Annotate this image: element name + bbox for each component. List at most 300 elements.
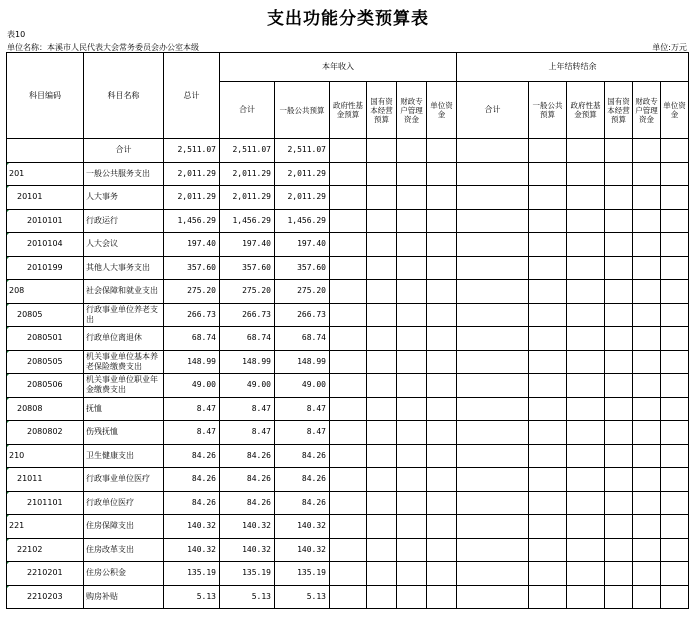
cell-name: 行政事业单位医疗: [84, 468, 164, 492]
cell-empty: [330, 421, 367, 445]
cell-general: 357.60: [275, 256, 330, 280]
cell-empty: [427, 374, 457, 398]
cell-empty: [567, 256, 605, 280]
header-col-special-account-prev: 财政专户管理资金: [633, 82, 661, 139]
cell-empty: [427, 280, 457, 304]
cell-empty: [529, 585, 567, 609]
header-col-unit-funds: 单位资金: [427, 82, 457, 139]
cell-empty: [427, 468, 457, 492]
cell-total: 49.00: [164, 374, 220, 398]
table-row: [7, 468, 689, 492]
cell-empty: [457, 280, 529, 304]
cell-empty: [661, 562, 689, 586]
cell-name: 购房补贴: [84, 585, 164, 609]
cell-empty: [367, 350, 397, 374]
cell-empty: [457, 421, 529, 445]
cell-empty: [397, 515, 427, 539]
table-row: [7, 350, 689, 374]
cell-general: 8.47: [275, 397, 330, 421]
header-col-sum: 合计: [220, 82, 275, 139]
cell-empty: [633, 397, 661, 421]
cell-empty: [529, 162, 567, 186]
cell-code: 210: [7, 444, 84, 468]
cell-empty: [567, 209, 605, 233]
cell-empty: [567, 491, 605, 515]
cell-general: 2,011.29: [275, 186, 330, 210]
cell-empty: [457, 186, 529, 210]
cell-empty: [633, 233, 661, 257]
cell-general: 140.32: [275, 515, 330, 539]
cell-empty: [605, 139, 633, 163]
cell-code: 2010104: [7, 233, 84, 257]
cell-empty: [567, 562, 605, 586]
cell-name: 行政运行: [84, 209, 164, 233]
cell-empty: [367, 397, 397, 421]
cell-empty: [457, 538, 529, 562]
cell-code: 20101: [7, 186, 84, 210]
cell-total: 266.73: [164, 303, 220, 327]
cell-empty: [397, 186, 427, 210]
cell-empty: [633, 585, 661, 609]
cell-empty: [457, 209, 529, 233]
cell-empty: [661, 468, 689, 492]
cell-empty: [367, 538, 397, 562]
cell-empty: [330, 139, 367, 163]
cell-empty: [661, 209, 689, 233]
cell-name: 社会保障和就业支出: [84, 280, 164, 304]
cell-empty: [633, 186, 661, 210]
cell-total: 2,011.29: [164, 186, 220, 210]
cell-empty: [661, 162, 689, 186]
cell-empty: [367, 280, 397, 304]
table-row: [7, 209, 689, 233]
cell-sum: 266.73: [220, 303, 275, 327]
cell-general: 266.73: [275, 303, 330, 327]
cell-general: 2,011.29: [275, 162, 330, 186]
cell-empty: [661, 444, 689, 468]
cell-empty: [397, 585, 427, 609]
cell-empty: [427, 186, 457, 210]
cell-empty: [367, 139, 397, 163]
cell-empty: [605, 585, 633, 609]
cell-empty: [633, 327, 661, 351]
table-row: [7, 515, 689, 539]
cell-empty: [567, 444, 605, 468]
cell-total: 140.32: [164, 515, 220, 539]
cell-empty: [605, 515, 633, 539]
cell-code: 221: [7, 515, 84, 539]
cell-code: 2101101: [7, 491, 84, 515]
cell-empty: [633, 444, 661, 468]
cell-empty: [427, 538, 457, 562]
cell-empty: [605, 538, 633, 562]
cell-name: 卫生健康支出: [84, 444, 164, 468]
table-row: [7, 139, 689, 163]
cell-empty: [330, 468, 367, 492]
table-row: [7, 186, 689, 210]
cell-empty: [661, 350, 689, 374]
cell-empty: [529, 209, 567, 233]
cell-name: 住房保障支出: [84, 515, 164, 539]
cell-code: 21011: [7, 468, 84, 492]
cell-empty: [367, 562, 397, 586]
cell-empty: [427, 303, 457, 327]
cell-empty: [661, 280, 689, 304]
cell-empty: [605, 374, 633, 398]
cell-empty: [367, 256, 397, 280]
cell-name: 行政单位医疗: [84, 491, 164, 515]
cell-sum: 8.47: [220, 421, 275, 445]
cell-code: 2080501: [7, 327, 84, 351]
cell-empty: [397, 280, 427, 304]
cell-name: 合计: [84, 139, 164, 163]
table-row: [7, 421, 689, 445]
cell-empty: [330, 397, 367, 421]
cell-empty: [529, 468, 567, 492]
cell-sum: 84.26: [220, 491, 275, 515]
cell-empty: [661, 515, 689, 539]
cell-empty: [633, 562, 661, 586]
cell-total: 2,511.07: [164, 139, 220, 163]
cell-empty: [567, 233, 605, 257]
table-row: [7, 280, 689, 304]
cell-empty: [567, 303, 605, 327]
cell-empty: [633, 468, 661, 492]
table-row: [7, 303, 689, 327]
cell-empty: [427, 397, 457, 421]
cell-empty: [529, 280, 567, 304]
cell-empty: [397, 374, 427, 398]
header-col-general-prev: 一般公共预算: [529, 82, 567, 139]
cell-empty: [529, 421, 567, 445]
cell-empty: [427, 421, 457, 445]
header-col-general: 一般公共预算: [275, 82, 330, 139]
cell-empty: [661, 327, 689, 351]
table-row: [7, 397, 689, 421]
cell-empty: [529, 397, 567, 421]
cell-empty: [457, 162, 529, 186]
table-row: [7, 374, 689, 398]
cell-empty: [330, 256, 367, 280]
cell-general: 148.99: [275, 350, 330, 374]
cell-empty: [605, 303, 633, 327]
cell-sum: 2,011.29: [220, 162, 275, 186]
cell-empty: [427, 444, 457, 468]
table-row: [7, 233, 689, 257]
cell-general: 84.26: [275, 491, 330, 515]
cell-sum: 84.26: [220, 444, 275, 468]
cell-empty: [427, 209, 457, 233]
cell-sum: 148.99: [220, 350, 275, 374]
cell-empty: [457, 233, 529, 257]
cell-empty: [605, 209, 633, 233]
cell-empty: [605, 350, 633, 374]
table-row: [7, 538, 689, 562]
cell-empty: [457, 139, 529, 163]
table-row: [7, 256, 689, 280]
cell-empty: [427, 327, 457, 351]
cell-empty: [567, 327, 605, 351]
cell-empty: [457, 397, 529, 421]
cell-code: 2010101: [7, 209, 84, 233]
cell-name: 一般公共服务支出: [84, 162, 164, 186]
cell-empty: [427, 491, 457, 515]
cell-code: 20805: [7, 303, 84, 327]
cell-empty: [330, 538, 367, 562]
cell-empty: [529, 444, 567, 468]
cell-empty: [567, 468, 605, 492]
cell-empty: [605, 562, 633, 586]
table-body: [7, 139, 689, 609]
header-col-state-capital: 国有资本经营预算: [367, 82, 397, 139]
header-prev-balance: 上年结转结余: [457, 53, 689, 82]
header-col-unit-funds-prev: 单位资金: [661, 82, 689, 139]
cell-empty: [330, 327, 367, 351]
cell-general: 135.19: [275, 562, 330, 586]
cell-empty: [330, 186, 367, 210]
header-col-state-capital-prev: 国有资本经营预算: [605, 82, 633, 139]
cell-code: 22102: [7, 538, 84, 562]
cell-empty: [367, 327, 397, 351]
cell-general: 84.26: [275, 468, 330, 492]
cell-code: 201: [7, 162, 84, 186]
header-name: 科目名称: [84, 53, 164, 139]
cell-general: 68.74: [275, 327, 330, 351]
cell-sum: 135.19: [220, 562, 275, 586]
cell-total: 148.99: [164, 350, 220, 374]
cell-empty: [330, 374, 367, 398]
page-title: 支出功能分类预算表: [267, 9, 429, 29]
cell-name: 行政事业单位养老支出: [84, 303, 164, 327]
cell-name: 机关事业单位基本养老保险缴费支出: [84, 350, 164, 374]
cell-empty: [367, 374, 397, 398]
cell-empty: [397, 327, 427, 351]
cell-name: 住房公积金: [84, 562, 164, 586]
cell-empty: [397, 209, 427, 233]
header-current-income: 本年收入: [220, 53, 457, 82]
cell-name: 其他人大事务支出: [84, 256, 164, 280]
table-row: [7, 444, 689, 468]
cell-empty: [567, 397, 605, 421]
cell-general: 84.26: [275, 444, 330, 468]
cell-sum: 49.00: [220, 374, 275, 398]
cell-empty: [633, 421, 661, 445]
cell-sum: 140.32: [220, 515, 275, 539]
cell-empty: [397, 444, 427, 468]
cell-empty: [633, 374, 661, 398]
cell-code: 2210201: [7, 562, 84, 586]
cell-empty: [330, 491, 367, 515]
cell-empty: [427, 233, 457, 257]
table-row: [7, 585, 689, 609]
cell-empty: [605, 397, 633, 421]
cell-empty: [397, 491, 427, 515]
cell-general: 49.00: [275, 374, 330, 398]
cell-empty: [529, 491, 567, 515]
cell-empty: [633, 515, 661, 539]
cell-empty: [529, 139, 567, 163]
cell-empty: [605, 162, 633, 186]
cell-empty: [633, 209, 661, 233]
cell-empty: [633, 538, 661, 562]
cell-empty: [661, 421, 689, 445]
cell-empty: [457, 585, 529, 609]
cell-total: 84.26: [164, 491, 220, 515]
unit-label: 单位:万元: [652, 43, 687, 52]
header-total: 总计: [164, 53, 220, 139]
cell-empty: [661, 139, 689, 163]
cell-empty: [661, 303, 689, 327]
cell-empty: [330, 303, 367, 327]
cell-code: 2080506: [7, 374, 84, 398]
cell-empty: [457, 256, 529, 280]
cell-empty: [605, 491, 633, 515]
cell-name: 人大事务: [84, 186, 164, 210]
cell-empty: [567, 585, 605, 609]
cell-empty: [457, 491, 529, 515]
cell-empty: [367, 303, 397, 327]
cell-empty: [397, 303, 427, 327]
cell-empty: [397, 256, 427, 280]
cell-sum: 1,456.29: [220, 209, 275, 233]
cell-code: [7, 139, 84, 163]
cell-empty: [397, 538, 427, 562]
cell-total: 5.13: [164, 585, 220, 609]
cell-general: 1,456.29: [275, 209, 330, 233]
cell-empty: [330, 444, 367, 468]
cell-empty: [367, 421, 397, 445]
cell-empty: [633, 350, 661, 374]
cell-sum: 140.32: [220, 538, 275, 562]
cell-empty: [661, 233, 689, 257]
cell-empty: [567, 421, 605, 445]
cell-sum: 8.47: [220, 397, 275, 421]
cell-empty: [427, 515, 457, 539]
cell-empty: [529, 327, 567, 351]
cell-empty: [529, 538, 567, 562]
cell-empty: [457, 444, 529, 468]
cell-empty: [661, 186, 689, 210]
budget-table: [6, 52, 689, 609]
cell-empty: [427, 350, 457, 374]
cell-empty: [330, 585, 367, 609]
cell-general: 5.13: [275, 585, 330, 609]
cell-empty: [397, 233, 427, 257]
cell-empty: [605, 468, 633, 492]
cell-empty: [567, 515, 605, 539]
cell-empty: [567, 139, 605, 163]
cell-empty: [457, 303, 529, 327]
cell-empty: [529, 374, 567, 398]
cell-sum: 84.26: [220, 468, 275, 492]
header-code: 科目编码: [7, 53, 84, 139]
cell-sum: 275.20: [220, 280, 275, 304]
cell-code: 2080505: [7, 350, 84, 374]
cell-empty: [633, 256, 661, 280]
cell-empty: [567, 538, 605, 562]
cell-total: 140.32: [164, 538, 220, 562]
cell-sum: 197.40: [220, 233, 275, 257]
cell-empty: [397, 421, 427, 445]
cell-empty: [605, 186, 633, 210]
cell-total: 1,456.29: [164, 209, 220, 233]
cell-general: 2,511.07: [275, 139, 330, 163]
cell-code: 2080802: [7, 421, 84, 445]
cell-total: 357.60: [164, 256, 220, 280]
cell-empty: [529, 233, 567, 257]
cell-general: 8.47: [275, 421, 330, 445]
table-row: [7, 162, 689, 186]
cell-empty: [330, 162, 367, 186]
cell-empty: [605, 327, 633, 351]
cell-empty: [633, 139, 661, 163]
cell-general: 197.40: [275, 233, 330, 257]
header-col-fund-prev: 政府性基金预算: [567, 82, 605, 139]
cell-empty: [457, 327, 529, 351]
header-col-fund: 政府性基金预算: [330, 82, 367, 139]
cell-empty: [367, 186, 397, 210]
cell-empty: [457, 468, 529, 492]
cell-total: 2,011.29: [164, 162, 220, 186]
cell-code: 208: [7, 280, 84, 304]
cell-empty: [397, 162, 427, 186]
cell-total: 68.74: [164, 327, 220, 351]
cell-empty: [427, 162, 457, 186]
cell-code: 2210203: [7, 585, 84, 609]
header-col-sum-prev: 合计: [457, 82, 529, 139]
cell-empty: [661, 397, 689, 421]
cell-sum: 357.60: [220, 256, 275, 280]
cell-empty: [567, 350, 605, 374]
cell-empty: [427, 562, 457, 586]
cell-empty: [367, 491, 397, 515]
cell-empty: [633, 303, 661, 327]
cell-empty: [661, 538, 689, 562]
cell-empty: [633, 280, 661, 304]
cell-empty: [427, 585, 457, 609]
cell-total: 275.20: [164, 280, 220, 304]
unit-name: 单位名称：本溪市人民代表大会常务委员会办公室本级: [7, 43, 199, 52]
cell-empty: [367, 515, 397, 539]
cell-empty: [457, 515, 529, 539]
cell-empty: [529, 256, 567, 280]
cell-empty: [633, 491, 661, 515]
table-row: [7, 491, 689, 515]
cell-empty: [457, 374, 529, 398]
cell-empty: [367, 233, 397, 257]
cell-empty: [397, 139, 427, 163]
cell-sum: 68.74: [220, 327, 275, 351]
cell-name: 抚恤: [84, 397, 164, 421]
cell-empty: [529, 303, 567, 327]
cell-total: 84.26: [164, 468, 220, 492]
cell-empty: [427, 139, 457, 163]
cell-empty: [567, 280, 605, 304]
cell-empty: [330, 209, 367, 233]
cell-empty: [605, 233, 633, 257]
cell-empty: [661, 491, 689, 515]
cell-empty: [330, 280, 367, 304]
cell-empty: [661, 256, 689, 280]
cell-empty: [605, 280, 633, 304]
cell-general: 275.20: [275, 280, 330, 304]
cell-name: 住房改革支出: [84, 538, 164, 562]
cell-sum: 2,011.29: [220, 186, 275, 210]
cell-general: 140.32: [275, 538, 330, 562]
cell-empty: [661, 374, 689, 398]
cell-empty: [367, 444, 397, 468]
cell-empty: [397, 468, 427, 492]
